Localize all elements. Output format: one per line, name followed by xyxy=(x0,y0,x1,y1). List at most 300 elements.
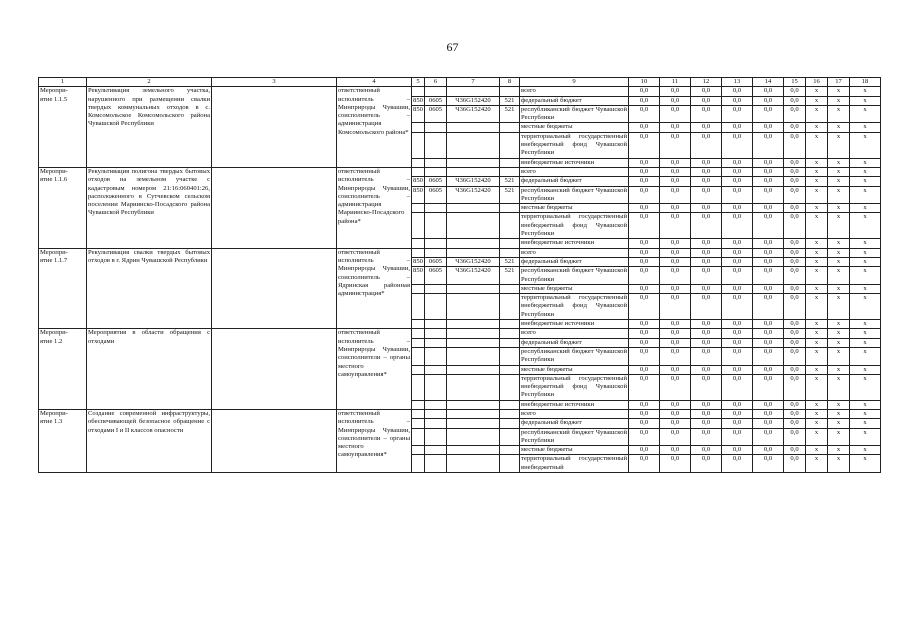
year-value: x xyxy=(828,294,850,320)
budget-code-c5 xyxy=(412,87,425,96)
year-value: 0,0 xyxy=(691,248,722,257)
year-value: 0,0 xyxy=(753,105,784,123)
year-value: 0,0 xyxy=(629,365,660,374)
page-number: 67 xyxy=(446,40,459,54)
year-value: 0,0 xyxy=(691,284,722,293)
funding-source: территориальный государственный внебюджетный xyxy=(521,455,627,471)
year-value: 0,0 xyxy=(691,400,722,409)
year-value: x xyxy=(806,123,828,132)
year-value: 0,0 xyxy=(784,419,806,428)
year-value: 0,0 xyxy=(722,123,753,132)
budget-code-c5 xyxy=(412,158,425,167)
budget-code-c5: 850 xyxy=(413,96,423,104)
year-value: 0,0 xyxy=(660,284,691,293)
column-header: 2 xyxy=(87,78,212,87)
budget-code-c5 xyxy=(412,213,425,239)
budget-code-c7: Ч36G152420 xyxy=(447,177,500,186)
year-value: 0,0 xyxy=(660,329,691,338)
year-value: 0,0 xyxy=(691,96,722,105)
budget-code-c7: Ч36G152420 xyxy=(447,257,500,266)
activity-name: Рекультивация полигона твердых бытовых отходов на земельном участке с кадастровым номером 21:16:060401:26, расположенного в Сутчевском сельском поселении Мариинско-Посадского района Чувашской Республики xyxy=(87,167,212,248)
budget-code-c8 xyxy=(500,284,520,293)
budget-code-c5: 850 xyxy=(413,257,423,265)
year-value: 0,0 xyxy=(691,177,722,186)
year-value: x xyxy=(828,446,850,455)
year-value: 0,0 xyxy=(784,158,806,167)
year-value: 0,0 xyxy=(722,96,753,105)
year-value: 0,0 xyxy=(660,87,691,96)
year-value: x xyxy=(828,320,850,329)
year-value: 0,0 xyxy=(722,338,753,347)
year-value: 0,0 xyxy=(753,455,784,473)
budget-code-c5: 850 xyxy=(412,186,425,204)
funding-source: федеральный бюджет xyxy=(520,338,629,347)
year-value: 0,0 xyxy=(629,213,660,239)
year-value: 0,0 xyxy=(691,365,722,374)
budget-code-c8 xyxy=(500,428,520,446)
year-value: 0,0 xyxy=(722,158,753,167)
year-value: 0,0 xyxy=(722,204,753,213)
year-value: 0,0 xyxy=(691,123,722,132)
year-value: x xyxy=(828,257,850,266)
activity-id: Меропри- ятие 1.3 xyxy=(39,409,87,472)
year-value: 0,0 xyxy=(753,400,784,409)
budget-code-c8 xyxy=(500,158,520,167)
table-row xyxy=(39,167,881,176)
year-value: 0,0 xyxy=(753,96,784,105)
year-value: x xyxy=(806,419,828,428)
year-value: x xyxy=(850,186,881,204)
year-value: 0,0 xyxy=(722,446,753,455)
budget-code-c6 xyxy=(425,167,447,176)
budget-code-c8: 521 xyxy=(500,257,520,266)
budget-code-c5 xyxy=(412,347,425,365)
year-value: 0,0 xyxy=(691,446,722,455)
activity-executors: ответственный исполнитель – Минприроды Чувашии, соисполнитель – администрация Мариинско-Посадского района* xyxy=(337,167,412,248)
year-value: 0,0 xyxy=(722,329,753,338)
funding-source: местные бюджеты xyxy=(520,446,629,455)
year-value: x xyxy=(828,239,850,248)
budget-code-c8 xyxy=(500,419,520,428)
year-value: 0,0 xyxy=(691,428,722,446)
year-value: 0,0 xyxy=(753,167,784,176)
year-value: x xyxy=(806,428,828,446)
year-value: 0,0 xyxy=(660,96,691,105)
year-value: 0,0 xyxy=(722,294,753,320)
year-value: 0,0 xyxy=(660,123,691,132)
budget-code-c7 xyxy=(447,347,500,365)
year-value: 0,0 xyxy=(660,409,691,418)
year-value: 0,0 xyxy=(660,455,691,473)
year-value: 0,0 xyxy=(691,320,722,329)
year-value: 0,0 xyxy=(660,419,691,428)
year-value: 0,0 xyxy=(753,446,784,455)
year-value: 0,0 xyxy=(784,294,806,320)
year-value: 0,0 xyxy=(753,123,784,132)
year-value: x xyxy=(806,213,828,239)
year-value: 0,0 xyxy=(753,374,784,400)
year-value: 0,0 xyxy=(691,186,722,204)
year-value: 0,0 xyxy=(722,105,753,123)
year-value: 0,0 xyxy=(691,158,722,167)
budget-code-c6 xyxy=(425,320,447,329)
budget-code-c5 xyxy=(412,400,425,409)
budget-code-c5 xyxy=(412,338,425,347)
budget-code-c8 xyxy=(500,320,520,329)
year-value: 0,0 xyxy=(753,294,784,320)
budget-code-c8 xyxy=(500,204,520,213)
year-value: 0,0 xyxy=(629,446,660,455)
budget-code-c7 xyxy=(447,87,500,96)
year-value: 0,0 xyxy=(629,320,660,329)
year-value: x xyxy=(806,267,828,285)
year-value: 0,0 xyxy=(784,186,806,204)
year-value: 0,0 xyxy=(784,132,806,158)
budget-code-c7 xyxy=(447,365,500,374)
budget-code-c6 xyxy=(425,400,447,409)
budget-code-c7: Ч36G152420 xyxy=(447,186,500,204)
budget-code-c8 xyxy=(500,374,520,400)
year-value: x xyxy=(828,105,850,123)
budget-code-c8 xyxy=(500,123,520,132)
budget-code-c6 xyxy=(425,132,447,158)
column-header: 18 xyxy=(850,78,881,87)
column-header: 9 xyxy=(520,78,629,87)
budget-code-c8 xyxy=(500,239,520,248)
year-value: x xyxy=(828,158,850,167)
year-value: 0,0 xyxy=(784,409,806,418)
funding-source: всего xyxy=(520,167,629,176)
budget-code-c7 xyxy=(447,329,500,338)
year-value: 0,0 xyxy=(722,132,753,158)
year-value: 0,0 xyxy=(660,338,691,347)
year-value: x xyxy=(850,347,881,365)
budget-code-c8 xyxy=(500,248,520,257)
year-value: 0,0 xyxy=(753,186,784,204)
year-value: 0,0 xyxy=(784,213,806,239)
funding-source: местные бюджеты xyxy=(520,365,629,374)
year-value: x xyxy=(850,294,881,320)
year-value: 0,0 xyxy=(784,105,806,123)
budget-code-c7 xyxy=(447,428,500,446)
budget-code-c6 xyxy=(425,455,447,473)
budget-code-c8 xyxy=(500,446,520,455)
year-value: x xyxy=(828,177,850,186)
year-value: x xyxy=(806,294,828,320)
budget-code-c6 xyxy=(425,213,447,239)
year-value: 0,0 xyxy=(784,204,806,213)
activity-name: Мероприятия в области обращения с отходами xyxy=(87,329,212,410)
year-value: x xyxy=(806,284,828,293)
year-value: 0,0 xyxy=(691,329,722,338)
year-value: 0,0 xyxy=(629,419,660,428)
funding-source: федеральный бюджет xyxy=(520,419,629,428)
budget-code-c6: 0605 xyxy=(425,267,447,285)
year-value: 0,0 xyxy=(629,186,660,204)
activity-name: Создание современной инфраструктуры, обеспечивающей безопасное обращение с отходами I и II классов опасности xyxy=(87,409,212,472)
budget-code-c6: 0605 xyxy=(425,96,447,105)
funding-source: республиканский бюджет Чувашской Республики xyxy=(521,267,627,283)
year-value: 0,0 xyxy=(753,409,784,418)
activity-col3 xyxy=(212,167,337,248)
year-value: 0,0 xyxy=(660,374,691,400)
year-value: x xyxy=(828,267,850,285)
funding-source: внебюджетные источники xyxy=(520,158,629,167)
year-value: 0,0 xyxy=(660,204,691,213)
year-value: 0,0 xyxy=(722,267,753,285)
column-header: 13 xyxy=(722,78,753,87)
column-header: 4 xyxy=(337,78,412,87)
year-value: 0,0 xyxy=(722,365,753,374)
year-value: 0,0 xyxy=(784,87,806,96)
year-value: x xyxy=(828,329,850,338)
budget-code-c5 xyxy=(412,248,425,257)
budget-code-c6 xyxy=(425,374,447,400)
budget-code-c8: 521 xyxy=(500,105,520,123)
year-value: 0,0 xyxy=(784,455,806,473)
year-value: x xyxy=(806,374,828,400)
budget-code-c6 xyxy=(425,248,447,257)
budget-code-c5 xyxy=(412,320,425,329)
column-header: 1 xyxy=(39,78,87,87)
year-value: 0,0 xyxy=(629,338,660,347)
year-value: 0,0 xyxy=(722,320,753,329)
year-value: x xyxy=(850,177,881,186)
year-value: 0,0 xyxy=(691,239,722,248)
year-value: 0,0 xyxy=(629,428,660,446)
budget-code-c7 xyxy=(447,338,500,347)
year-value: 0,0 xyxy=(660,167,691,176)
activity-id: Меропри- ятие 1.1.7 xyxy=(39,248,87,329)
year-value: x xyxy=(828,374,850,400)
year-value: 0,0 xyxy=(753,284,784,293)
year-value: x xyxy=(806,400,828,409)
year-value: x xyxy=(806,204,828,213)
year-value: x xyxy=(828,204,850,213)
funding-source: республиканский бюджет Чувашской Республики xyxy=(521,186,627,202)
year-value: 0,0 xyxy=(629,123,660,132)
budget-code-c6 xyxy=(425,294,447,320)
year-value: 0,0 xyxy=(784,177,806,186)
year-value: 0,0 xyxy=(722,257,753,266)
funding-source: внебюджетные источники xyxy=(520,400,629,409)
budget-code-c7 xyxy=(447,400,500,409)
year-value: 0,0 xyxy=(753,267,784,285)
year-value: 0,0 xyxy=(660,400,691,409)
activity-id: Меропри- ятие 1.1.5 xyxy=(39,87,87,168)
year-value: x xyxy=(828,338,850,347)
year-value: x xyxy=(828,365,850,374)
budget-code-c5 xyxy=(412,132,425,158)
year-value: x xyxy=(828,213,850,239)
year-value: x xyxy=(828,87,850,96)
year-value: x xyxy=(850,329,881,338)
year-value: x xyxy=(806,320,828,329)
budget-code-c7 xyxy=(447,284,500,293)
year-value: 0,0 xyxy=(753,320,784,329)
budget-code-c8 xyxy=(500,87,520,96)
year-value: x xyxy=(828,284,850,293)
table-row xyxy=(39,409,881,418)
year-value: x xyxy=(850,158,881,167)
year-value: 0,0 xyxy=(722,284,753,293)
year-value: 0,0 xyxy=(660,132,691,158)
year-value: 0,0 xyxy=(784,96,806,105)
funding-source: местные бюджеты xyxy=(520,284,629,293)
year-value: x xyxy=(806,347,828,365)
year-value: 0,0 xyxy=(753,177,784,186)
year-value: 0,0 xyxy=(722,374,753,400)
year-value: 0,0 xyxy=(660,213,691,239)
budget-code-c6 xyxy=(425,428,447,446)
activity-id: Меропри- ятие 1.1.6 xyxy=(39,167,87,248)
year-value: x xyxy=(850,132,881,158)
year-value: x xyxy=(850,400,881,409)
column-header: 6 xyxy=(425,78,447,87)
budget-code-c5 xyxy=(412,365,425,374)
budget-code-c5 xyxy=(412,446,425,455)
year-value: 0,0 xyxy=(784,374,806,400)
year-value: 0,0 xyxy=(629,158,660,167)
year-value: x xyxy=(850,419,881,428)
budget-code-c7 xyxy=(447,132,500,158)
year-value: 0,0 xyxy=(753,87,784,96)
year-value: 0,0 xyxy=(722,455,753,473)
year-value: x xyxy=(850,267,881,285)
year-value: 0,0 xyxy=(722,419,753,428)
year-value: 0,0 xyxy=(784,257,806,266)
year-value: 0,0 xyxy=(753,428,784,446)
activity-name: Рекультивация земельного участка, нарушенного при размещении свалки твердых коммунальных отходов в с. Комсомольское Комсомольского района Чувашской Республики xyxy=(87,87,212,168)
year-value: 0,0 xyxy=(629,284,660,293)
year-value: x xyxy=(828,248,850,257)
column-header: 10 xyxy=(629,78,660,87)
budget-code-c6 xyxy=(425,347,447,365)
column-header: 16 xyxy=(806,78,828,87)
year-value: x xyxy=(828,455,850,473)
year-value: x xyxy=(850,213,881,239)
year-value: x xyxy=(850,284,881,293)
budget-code-c6: 0605 xyxy=(425,257,447,266)
year-value: 0,0 xyxy=(722,167,753,176)
budget-code-c7: Ч36G152420 xyxy=(447,105,500,123)
funding-source: внебюджетные источники xyxy=(520,320,629,329)
year-value: x xyxy=(806,158,828,167)
year-value: 0,0 xyxy=(691,409,722,418)
budget-code-c5: 850 xyxy=(412,105,425,123)
table-body xyxy=(39,78,881,473)
budget-code-c7 xyxy=(447,446,500,455)
year-value: 0,0 xyxy=(691,455,722,473)
year-value: 0,0 xyxy=(784,167,806,176)
year-value: 0,0 xyxy=(784,400,806,409)
year-value: x xyxy=(806,239,828,248)
year-value: 0,0 xyxy=(660,446,691,455)
funding-source: территориальный государственный внебюджетный фонд Чувашской Республики xyxy=(521,132,627,157)
budget-code-c5 xyxy=(412,419,425,428)
budget-code-c8 xyxy=(500,365,520,374)
budget-code-c8: 521 xyxy=(500,186,520,204)
budget-code-c6 xyxy=(425,239,447,248)
year-value: 0,0 xyxy=(629,239,660,248)
year-value: 0,0 xyxy=(691,132,722,158)
budget-code-c5 xyxy=(412,409,425,418)
column-header: 3 xyxy=(212,78,337,87)
budget-code-c6 xyxy=(425,284,447,293)
year-value: x xyxy=(850,365,881,374)
year-value: x xyxy=(850,409,881,418)
year-value: x xyxy=(850,338,881,347)
budget-code-c8 xyxy=(500,167,520,176)
table-row xyxy=(39,87,881,96)
column-header: 7 xyxy=(447,78,500,87)
year-value: x xyxy=(850,123,881,132)
year-value: x xyxy=(850,248,881,257)
budget-code-c6 xyxy=(425,204,447,213)
budget-code-c7 xyxy=(447,204,500,213)
year-value: 0,0 xyxy=(691,338,722,347)
budget-code-c5 xyxy=(412,428,425,446)
year-value: 0,0 xyxy=(629,248,660,257)
budget-code-c7 xyxy=(447,213,500,239)
budget-code-c6 xyxy=(425,123,447,132)
year-value: 0,0 xyxy=(722,409,753,418)
year-value: 0,0 xyxy=(691,374,722,400)
year-value: 0,0 xyxy=(784,428,806,446)
funding-source: всего xyxy=(520,248,629,257)
year-value: 0,0 xyxy=(660,428,691,446)
year-value: 0,0 xyxy=(660,294,691,320)
year-value: 0,0 xyxy=(629,87,660,96)
year-value: 0,0 xyxy=(691,257,722,266)
year-value: 0,0 xyxy=(629,267,660,285)
column-header: 11 xyxy=(660,78,691,87)
header-row xyxy=(39,78,881,87)
activity-executors: ответственный исполнитель – Минприроды Чувашии, соисполнитель – администрация Комсомольского района* xyxy=(337,87,412,168)
budget-code-c8: 521 xyxy=(500,267,520,285)
activity-executors: ответственный исполнитель – Минприроды Чувашии, соисполнители – органы местного самоуправления* xyxy=(337,329,412,410)
budget-code-c5 xyxy=(412,239,425,248)
year-value: 0,0 xyxy=(753,239,784,248)
year-value: x xyxy=(806,329,828,338)
year-value: 0,0 xyxy=(753,204,784,213)
year-value: 0,0 xyxy=(722,186,753,204)
year-value: 0,0 xyxy=(784,320,806,329)
activity-id: Меропри- ятие 1.2 xyxy=(39,329,87,410)
year-value: x xyxy=(828,132,850,158)
year-value: 0,0 xyxy=(722,87,753,96)
year-value: x xyxy=(806,409,828,418)
year-value: x xyxy=(828,167,850,176)
year-value: x xyxy=(850,105,881,123)
budget-code-c8 xyxy=(500,294,520,320)
year-value: 0,0 xyxy=(691,167,722,176)
year-value: 0,0 xyxy=(753,329,784,338)
year-value: x xyxy=(806,167,828,176)
budget-code-c8 xyxy=(500,455,520,473)
budget-code-c8: 521 xyxy=(500,177,520,186)
budget-code-c7 xyxy=(447,294,500,320)
year-value: x xyxy=(850,257,881,266)
budget-code-c6 xyxy=(425,158,447,167)
year-value: 0,0 xyxy=(784,347,806,365)
year-value: 0,0 xyxy=(629,329,660,338)
year-value: x xyxy=(806,105,828,123)
budget-code-c7 xyxy=(447,123,500,132)
year-value: 0,0 xyxy=(722,347,753,365)
year-value: 0,0 xyxy=(629,374,660,400)
budget-code-c8 xyxy=(500,329,520,338)
